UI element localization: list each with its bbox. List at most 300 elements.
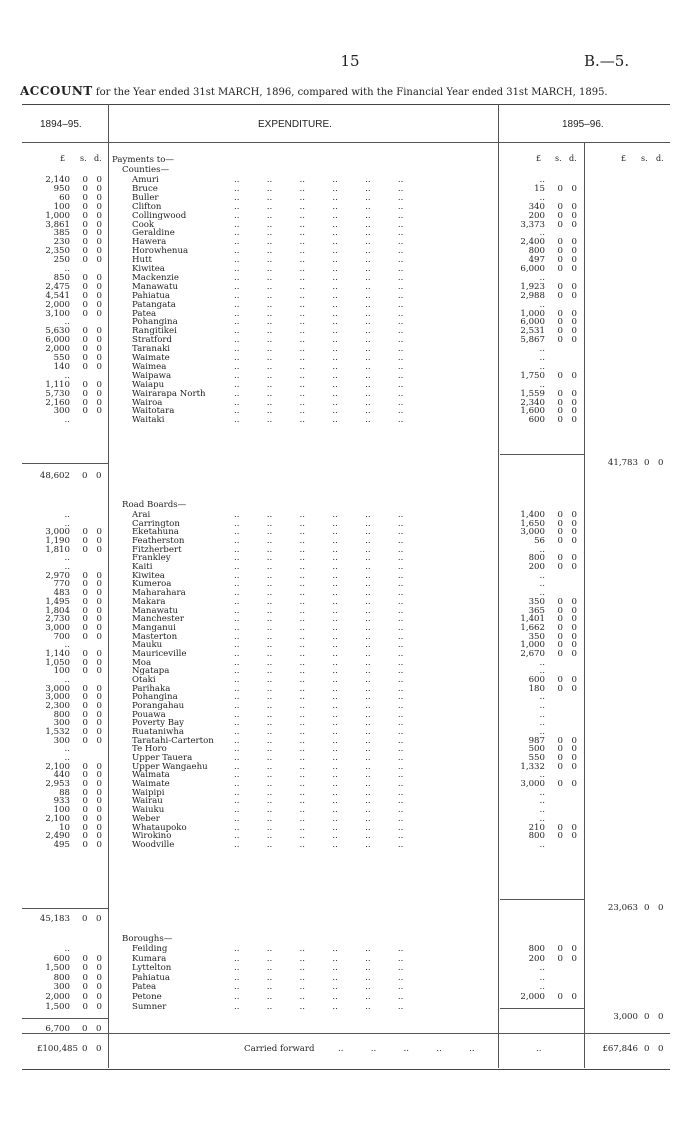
prev-shillings: 0 <box>82 631 88 642</box>
payee-name: Buller <box>132 192 159 203</box>
prev-pence: 0 <box>96 605 102 616</box>
heading-rest: for the Year ended 31st MARCH, 1896, compared with the Financial Year ended 31st MARCH, 1895. <box>95 87 608 98</box>
current-pence: 0 <box>571 753 577 763</box>
dot-leader: .. .. .. .. .. .. <box>234 753 404 763</box>
current-shillings: 0 <box>557 510 563 520</box>
dot-leader: .. .. .. .. .. .. <box>234 536 404 546</box>
prev-amount: 2,160 <box>45 397 70 408</box>
current-amount: 15 <box>534 183 545 194</box>
current-shillings: 0 <box>557 683 563 694</box>
payee-name: Waiuku <box>132 805 165 816</box>
payee-name: Collingwood <box>132 210 187 221</box>
current-shillings: 0 <box>557 370 563 381</box>
section-cur-total-s: 0 <box>644 458 650 468</box>
prev-pence: 0 <box>96 692 102 703</box>
current-amount: 350 <box>528 631 545 642</box>
prev-amount: 550 <box>53 353 70 363</box>
current-shillings: 0 <box>557 779 563 790</box>
prev-amount: 1,532 <box>45 727 70 737</box>
prev-pence: 0 <box>96 308 102 319</box>
prev-pence: 0 <box>96 281 102 292</box>
current-shillings: 0 <box>557 992 563 1002</box>
prev-pence: 0 <box>96 527 102 538</box>
prev-shillings: 0 <box>82 397 88 408</box>
current-pence: 0 <box>571 290 577 301</box>
prev-pence: 0 <box>96 388 102 399</box>
prev-shillings: 0 <box>82 536 88 546</box>
prev-pence: 0 <box>96 175 102 185</box>
current-pence: 0 <box>571 264 577 274</box>
prev-amount: 250 <box>53 255 70 266</box>
current-amount: 800 <box>528 944 545 954</box>
prev-amount: .. <box>64 317 70 328</box>
payee-name: Moa <box>132 657 152 668</box>
current-shillings: 0 <box>557 648 563 659</box>
prev-amount: 100 <box>53 805 70 816</box>
prev-amount: 3,000 <box>45 622 70 633</box>
current-shillings: 0 <box>557 674 563 685</box>
prev-pence: 0 <box>96 237 102 248</box>
prev-pence: 0 <box>96 570 102 581</box>
payee-name: Wairoa <box>132 397 163 408</box>
prev-pence: 0 <box>96 992 102 1002</box>
table-row <box>0 415 700 425</box>
dot-leader: .. .. .. .. .. .. <box>234 553 404 564</box>
current-amount: 2,531 <box>520 326 545 337</box>
current-shillings: 0 <box>557 281 563 292</box>
payee-name: Makara <box>132 596 166 607</box>
current-pence: 0 <box>571 281 577 292</box>
current-shillings: 0 <box>557 562 563 573</box>
dot-leader: .. .. .. .. .. .. <box>234 614 404 625</box>
prev-shillings: 0 <box>82 272 88 283</box>
prev-amount: 2,140 <box>45 175 70 185</box>
subtotal-rule-mid <box>500 454 584 455</box>
payee-name: Cook <box>132 219 155 230</box>
prev-amount: 800 <box>53 709 70 720</box>
dot-leader: .. .. .. .. .. .. <box>234 237 404 248</box>
current-amount: .. <box>539 963 545 974</box>
section-prev-total: 48,602 <box>39 471 70 481</box>
left-pence-label: d. <box>94 154 102 163</box>
current-amount: 600 <box>528 674 545 685</box>
current-pence: 0 <box>571 822 577 833</box>
payee-name: Porangahau <box>132 701 185 711</box>
prev-amount: .. <box>64 518 70 529</box>
prev-pence: 0 <box>96 544 102 555</box>
current-amount: 2,000 <box>520 992 545 1002</box>
prev-shillings: 0 <box>82 379 88 390</box>
prev-pence: 0 <box>96 614 102 625</box>
current-amount: .. <box>539 175 545 185</box>
footer-cur-zero-d: 0 <box>658 1044 664 1054</box>
current-amount: .. <box>539 813 545 824</box>
dot-leader: .. .. .. .. .. .. <box>234 326 404 337</box>
dot-leader: .. .. .. .. .. .. <box>234 510 404 520</box>
current-pence: 0 <box>571 510 577 520</box>
current-shillings: 0 <box>557 335 563 346</box>
prev-pence: 0 <box>96 701 102 711</box>
prev-shillings: 0 <box>82 544 88 555</box>
current-shillings: 0 <box>557 397 563 408</box>
dot-leader: .. .. .. .. .. .. <box>234 1001 404 1012</box>
payee-name: Hutt <box>132 255 152 266</box>
current-pence: 0 <box>571 527 577 538</box>
dot-leader: .. .. .. .. .. .. <box>234 527 404 538</box>
prev-pence: 0 <box>96 219 102 230</box>
prev-amount: .. <box>64 553 70 564</box>
section-prev-total-d: 0 <box>96 471 102 481</box>
prev-amount: 950 <box>53 183 70 194</box>
current-amount: 1,650 <box>520 518 545 529</box>
current-pence: 0 <box>571 622 577 633</box>
current-pence: 0 <box>571 255 577 266</box>
footer-leader: .. .. .. .. .. <box>338 1044 475 1054</box>
section-title: Boroughs— <box>122 934 173 944</box>
dot-leader: .. .. .. .. .. .. <box>234 692 404 703</box>
left-pound-sign: £ <box>60 154 66 163</box>
dot-leader: .. .. .. .. .. .. <box>234 674 404 685</box>
dot-leader: .. .. .. .. .. .. <box>234 272 404 283</box>
current-pence: 0 <box>571 553 577 564</box>
prev-shillings: 0 <box>82 709 88 720</box>
prev-pence: 0 <box>96 183 102 194</box>
prev-shillings: 0 <box>82 183 88 194</box>
footer-cur-zero-s: 0 <box>644 1044 650 1054</box>
dot-leader: .. .. .. .. .. .. <box>234 317 404 328</box>
payee-name: Upper Wangaehu <box>132 761 208 772</box>
prev-amount: 440 <box>53 770 70 781</box>
prev-shillings: 0 <box>82 361 88 372</box>
prev-amount: 2,970 <box>45 570 70 581</box>
payee-name: Waipawa <box>132 370 172 381</box>
prev-shillings: 0 <box>82 735 88 746</box>
prev-amount: 300 <box>53 982 70 993</box>
current-shillings: 0 <box>557 183 563 194</box>
prev-shillings: 0 <box>82 246 88 257</box>
current-pence: 0 <box>571 183 577 194</box>
prev-amount: .. <box>64 370 70 381</box>
dot-leader: .. .. .. .. .. .. <box>234 822 404 833</box>
dot-leader: .. .. .. .. .. .. <box>234 379 404 390</box>
current-amount: .. <box>539 379 545 390</box>
prev-shillings: 0 <box>82 614 88 625</box>
prev-shillings: 0 <box>82 281 88 292</box>
payee-name: Taranaki <box>132 344 171 355</box>
payee-name: Kaiti <box>132 562 153 573</box>
dot-leader: .. .. .. .. .. .. <box>234 992 404 1002</box>
prev-amount: 10 <box>59 822 70 833</box>
section-cur-total-s: 0 <box>644 1012 650 1022</box>
prev-pence: 0 <box>96 361 102 372</box>
current-amount: 600 <box>528 415 545 426</box>
section-prev-total-s: 0 <box>82 1024 88 1034</box>
current-amount: 200 <box>528 953 545 964</box>
prev-pence: 0 <box>96 536 102 546</box>
current-amount: .. <box>539 570 545 581</box>
prev-shillings: 0 <box>82 718 88 729</box>
current-amount: .. <box>539 272 545 283</box>
prev-shillings: 0 <box>82 588 88 599</box>
current-amount: 800 <box>528 246 545 257</box>
current-amount: .. <box>539 579 545 590</box>
payee-name: Mauku <box>132 640 163 651</box>
dot-leader: .. .. .. .. .. .. <box>234 953 404 964</box>
payee-name: Pohangina <box>132 317 178 328</box>
payee-name: Waitotara <box>132 406 175 417</box>
current-shillings: 0 <box>557 415 563 426</box>
current-amount: .. <box>539 344 545 355</box>
section-prev-total-s: 0 <box>82 914 88 924</box>
current-pence: 0 <box>571 219 577 230</box>
current-pence: 0 <box>571 246 577 257</box>
section-prev-total-s: 0 <box>82 471 88 481</box>
payee-name: Clifton <box>132 201 162 212</box>
current-amount: .. <box>539 972 545 983</box>
current-amount: .. <box>539 353 545 363</box>
prev-shillings: 0 <box>82 657 88 668</box>
current-pence: 0 <box>571 518 577 529</box>
prev-pence: 0 <box>96 666 102 677</box>
dot-leader: .. .. .. .. .. .. <box>234 210 404 221</box>
current-amount: 1,401 <box>520 614 545 625</box>
dot-leader: .. .. .. .. .. .. <box>234 406 404 417</box>
payee-name: Pahiatua <box>132 290 171 301</box>
dot-leader: .. .. .. .. .. .. <box>234 972 404 983</box>
prev-amount: 300 <box>53 406 70 417</box>
prev-shillings: 0 <box>82 201 88 212</box>
section-cur-total: 23,063 <box>607 903 638 913</box>
prev-pence: 0 <box>96 822 102 833</box>
prev-amount: 2,100 <box>45 761 70 772</box>
dot-leader: .. .. .. .. .. .. <box>234 839 404 850</box>
prev-pence: 0 <box>96 839 102 850</box>
prev-pence: 0 <box>96 588 102 599</box>
prev-amount: 1,110 <box>45 379 70 390</box>
prev-amount: 1,500 <box>45 963 70 974</box>
current-shillings: 0 <box>557 264 563 274</box>
current-pence: 0 <box>571 562 577 573</box>
prev-amount: 933 <box>53 796 70 807</box>
prev-pence: 0 <box>96 622 102 633</box>
prev-pence: 0 <box>96 727 102 737</box>
current-amount: 1,332 <box>520 761 545 772</box>
current-shillings: 0 <box>557 744 563 755</box>
current-amount: 1,000 <box>520 640 545 651</box>
payee-name: Taratahi-Carterton <box>132 735 214 746</box>
current-amount: 2,988 <box>520 290 545 301</box>
prev-shillings: 0 <box>82 701 88 711</box>
current-shillings: 0 <box>557 831 563 842</box>
carried-forward-label: Carried forward <box>244 1044 315 1054</box>
current-shillings: 0 <box>557 631 563 642</box>
prev-shillings: 0 <box>82 326 88 337</box>
payee-name: Te Horo <box>132 744 167 755</box>
dot-leader: .. .. .. .. .. .. <box>234 415 404 426</box>
current-amount: .. <box>539 709 545 720</box>
prev-amount: 1,190 <box>45 536 70 546</box>
subtotal-rule-mid <box>500 899 584 900</box>
current-shillings: 0 <box>557 953 563 964</box>
payee-name: Manawatu <box>132 605 179 616</box>
prev-amount: .. <box>64 753 70 763</box>
prev-shillings: 0 <box>82 972 88 983</box>
current-amount: 350 <box>528 596 545 607</box>
current-amount: .. <box>539 727 545 737</box>
payee-name: Otaki <box>132 674 156 685</box>
prev-amount: 483 <box>53 588 70 599</box>
current-shillings: 0 <box>557 201 563 212</box>
current-amount: 3,373 <box>520 219 545 230</box>
dot-leader: .. .. .. .. .. .. <box>234 192 404 203</box>
prev-shillings: 0 <box>82 813 88 824</box>
current-amount: 1,600 <box>520 406 545 417</box>
prev-shillings: 0 <box>82 255 88 266</box>
prev-amount: 2,490 <box>45 831 70 842</box>
payee-name: Patea <box>132 308 157 319</box>
prev-amount: 1,495 <box>45 596 70 607</box>
left-shilling-label: s. <box>80 154 87 163</box>
prev-pence: 0 <box>96 963 102 974</box>
payee-name: Kiwitea <box>132 264 165 274</box>
prev-amount: 60 <box>59 192 70 203</box>
current-shillings: 0 <box>557 536 563 546</box>
dot-leader: .. .. .. .. .. .. <box>234 718 404 729</box>
payee-name: Bruce <box>132 183 158 194</box>
mid-pence-label: d. <box>569 154 577 163</box>
prev-pence: 0 <box>96 787 102 798</box>
footer-prev-zero-s: 0 <box>82 1044 88 1054</box>
current-shillings: 0 <box>557 317 563 328</box>
mid-pound-sign: £ <box>536 154 542 163</box>
prev-shillings: 0 <box>82 527 88 538</box>
prev-pence: 0 <box>96 709 102 720</box>
prev-shillings: 0 <box>82 290 88 301</box>
payee-name: Lyttelton <box>132 963 172 974</box>
prev-shillings: 0 <box>82 335 88 346</box>
payee-name: Featherston <box>132 536 185 546</box>
prev-amount: 2,000 <box>45 299 70 310</box>
payee-name: Patangata <box>132 299 176 310</box>
prev-amount: .. <box>64 744 70 755</box>
payee-name: Feilding <box>132 944 168 954</box>
current-pence: 0 <box>571 640 577 651</box>
payee-name: Manchester <box>132 614 184 625</box>
current-amount: 550 <box>528 753 545 763</box>
page-reference: B.—5. <box>584 52 630 70</box>
payee-name: Manganui <box>132 622 176 633</box>
payee-name: Kumeroa <box>132 579 172 590</box>
table-row <box>0 954 700 964</box>
table-row <box>0 973 700 983</box>
section-cur-total-d: 0 <box>658 903 664 913</box>
prev-amount: 1,500 <box>45 1001 70 1012</box>
current-shillings: 0 <box>557 237 563 248</box>
dot-leader: .. .. .. .. .. .. <box>234 201 404 212</box>
prev-amount: 2,000 <box>45 992 70 1002</box>
current-amount: .. <box>539 770 545 781</box>
prev-pence: 0 <box>96 379 102 390</box>
dot-leader: .. .. .. .. .. .. <box>234 622 404 633</box>
section-title: Road Boards— <box>122 500 187 510</box>
prev-shillings: 0 <box>82 1001 88 1012</box>
right-pound-sign: £ <box>621 154 627 163</box>
footer-mid: .. <box>536 1044 542 1054</box>
current-pence: 0 <box>571 536 577 546</box>
payee-name: Waiapu <box>132 379 165 390</box>
prev-shillings: 0 <box>82 839 88 850</box>
payee-name: Petone <box>132 992 162 1002</box>
current-amount: 365 <box>528 605 545 616</box>
prev-shillings: 0 <box>82 406 88 417</box>
payee-name: Waitaki <box>132 415 165 426</box>
prev-amount: 5,630 <box>45 326 70 337</box>
current-amount: .. <box>539 718 545 729</box>
current-amount: .. <box>539 1001 545 1012</box>
current-shillings: 0 <box>557 614 563 625</box>
prev-shillings: 0 <box>82 992 88 1002</box>
prev-pence: 0 <box>96 813 102 824</box>
table-row <box>0 963 700 973</box>
current-amount: .. <box>539 701 545 711</box>
dot-leader: .. .. .. .. .. .. <box>234 666 404 677</box>
dot-leader: .. .. .. .. .. .. <box>234 388 404 399</box>
payee-name: Parihaka <box>132 683 171 694</box>
prev-pence: 0 <box>96 735 102 746</box>
current-shillings: 0 <box>557 735 563 746</box>
prev-pence: 0 <box>96 192 102 203</box>
payee-name: Frankley <box>132 553 171 564</box>
current-shillings: 0 <box>557 944 563 954</box>
current-amount: .. <box>539 982 545 993</box>
payee-name: Pouawa <box>132 709 166 720</box>
current-amount: 180 <box>528 683 545 694</box>
prev-shillings: 0 <box>82 237 88 248</box>
table-row <box>0 944 700 954</box>
current-amount: 200 <box>528 562 545 573</box>
current-shillings: 0 <box>557 210 563 221</box>
prev-amount: .. <box>64 264 70 274</box>
prev-shillings: 0 <box>82 822 88 833</box>
current-amount: 5,867 <box>520 335 545 346</box>
prev-pence: 0 <box>96 953 102 964</box>
prev-amount: .. <box>64 944 70 954</box>
payee-name: Carrington <box>132 518 180 529</box>
prev-amount: 2,300 <box>45 701 70 711</box>
dot-leader: .. .. .. .. .. .. <box>234 727 404 737</box>
prev-amount: 3,861 <box>45 219 70 230</box>
dot-leader: .. .. .. .. .. .. <box>234 805 404 816</box>
current-amount: 2,400 <box>520 237 545 248</box>
prev-pence: 0 <box>96 796 102 807</box>
payee-name: Rangitikei <box>132 326 177 337</box>
current-pence: 0 <box>571 406 577 417</box>
dot-leader: .. .. .. .. .. .. <box>234 761 404 772</box>
current-pence: 0 <box>571 674 577 685</box>
subtotal-rule-left <box>22 908 108 909</box>
current-shillings: 0 <box>557 326 563 337</box>
current-shillings: 0 <box>557 527 563 538</box>
payee-name: Waimata <box>132 770 170 781</box>
current-pence: 0 <box>571 683 577 694</box>
prev-shillings: 0 <box>82 796 88 807</box>
current-shillings: 0 <box>557 308 563 319</box>
prev-shillings: 0 <box>82 344 88 355</box>
prev-shillings: 0 <box>82 805 88 816</box>
prev-amount: 6,000 <box>45 335 70 346</box>
dot-leader: .. .. .. .. .. .. <box>234 353 404 363</box>
current-amount: .. <box>539 657 545 668</box>
